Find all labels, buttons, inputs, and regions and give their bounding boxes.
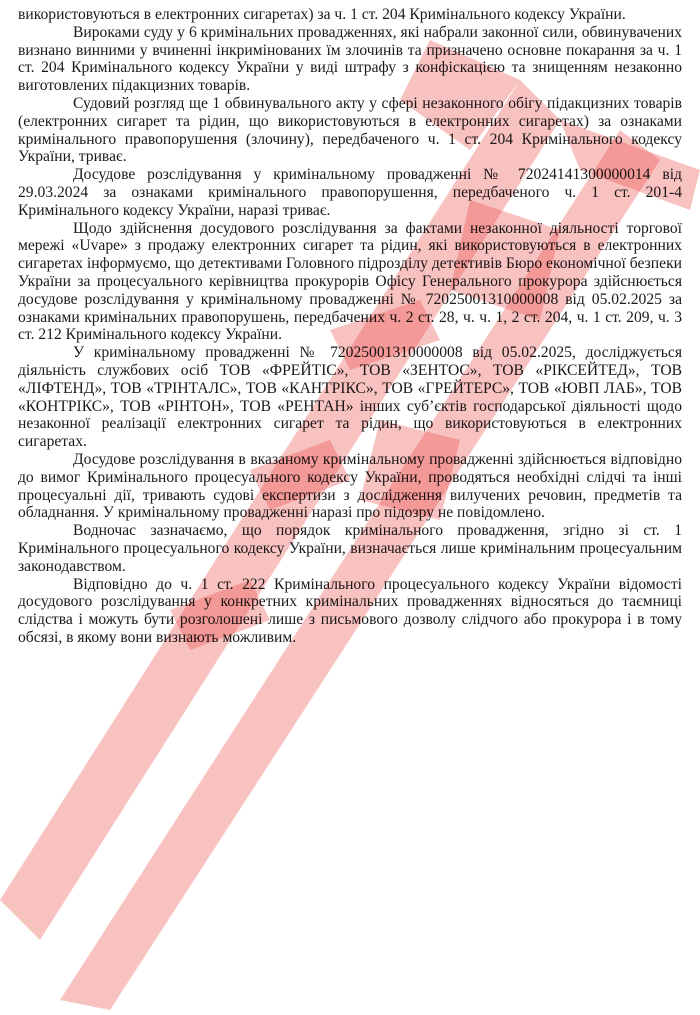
paragraph-9: Відповідно до ч. 1 ст. 222 Кримінального процесуального кодексу України відомості досудового розслідування у конкретних кримінальних провадженнях відносяться до таємниці слідства і можуть бути розголошені лише з письмового дозволу слідчого або прокурора і в тому обсязі, в якому вони визнають можливим. [18, 575, 682, 646]
paragraph-3: Судовий розгляд ще 1 обвинувального акту у сфері незаконного обігу підакцизних товарів (електронних сигарет та рідин, що використовуються в електронних сигаретах) за ознаками кримінального правопорушення (злочину), передбаченого ч. 1 ст. 204 Кримінального кодексу України, триває. [18, 94, 682, 166]
paragraph-8: Водночас зазначаємо, що порядок кримінального провадження, згідно зі ст. 1 Кримінального процесуального кодексу України, визначається лише кримінальним процесуальним законодавством. [18, 522, 682, 575]
paragraph-7: Досудове розслідування в вказаному кримінальному провадженні здійснюється відповідно до вимог Кримінального процесуального кодексу України, проводяться необхідні слідчі та інші процесуальні дії, тривають судові експертизи з дослідження вилучених речовин, предметів та обладнання. У кримінальному провадженні наразі про підозру не повідомлено. [18, 450, 682, 522]
paragraph-2: Вироками суду у 6 кримінальних провадженнях, які набрали законної сили, обвинувачених визнано винними у вчиненні інкримінованих їм злочинів та призначено основне покарання за ч. 1 ст. 204 Кримінального кодексу України у виді штрафу з конфіскацією та знищенням незаконно виготовлених підакцизних товарів. [18, 23, 682, 95]
paragraph-1: використовуються в електронних сигаретах) за ч. 1 ст. 204 Кримінального кодексу України. [18, 6, 626, 23]
paragraph-5: Щодо здійснення досудового розслідування за фактами незаконної діяльності торгової мережі «Uvape» з продажу електронних сигарет та рідин, які використовуються в електронних сигаретах інформуємо, що детективами Головного підрозділу детективів Бюро економічної безпеки України за процесуального керівництва прокурорів Офісу Генерального прокурора здійснюється досудове розслідування у кримінальному провадженні № 72025001310000008 від 05.02.2025 за ознаками кримінальних правопорушень, передбачених ч. 2 ст. 28, ч. ч. 1, 2 ст. 204, ч. 1 ст. 209, ч. 3 ст. 212 Кримінального кодексу України. [18, 219, 682, 344]
paragraph-4: Досудове розслідування у кримінальному провадженні № 72024141300000014 від 29.03.2024 за ознаками кримінального правопорушення, передбаченого ч. 1 ст. 201-4 Кримінального кодексу України, наразі триває. [18, 166, 682, 219]
paragraph-6: У кримінальному провадженні № 72025001310000008 від 05.02.2025, досліджується діяльність службових осіб ТОВ «ФРЕЙТІС», ТОВ «ЗЕНТОС», ТОВ «РІКСЕЙТЕД», ТОВ «ЛІФТЕНД», ТОВ «ТРІНТАЛС», ТОВ «КАНТРІКС», ТОВ «ГРЕЙТЕРС», ТОВ «ЮВП ЛАБ», ТОВ «КОНТРІКС», ТОВ «РІНТОН», ТОВ «РЕНТАН» інших суб’єктів господарської діяльності щодо незаконної реалізації електронних сигарет та рідин, що використовуються в електронних сигаретах. [18, 344, 682, 451]
document-page [18, 6, 682, 647]
